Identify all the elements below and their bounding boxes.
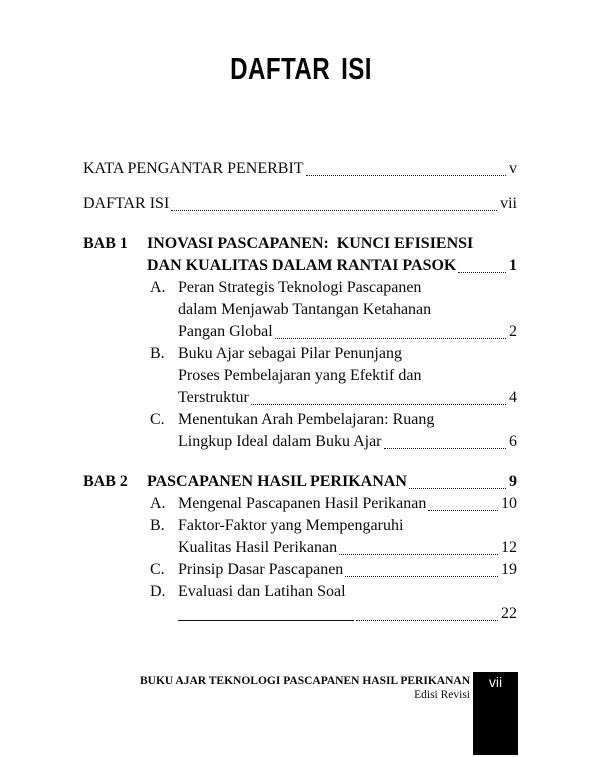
dotted-leader xyxy=(306,175,506,176)
item-letter: C. xyxy=(150,561,165,578)
item-text: Menentukan Arah Pembelajaran: Ruang xyxy=(178,411,435,428)
page-title: DAFTAR ISI xyxy=(230,51,372,86)
toc-item-row xyxy=(83,343,517,365)
toc-item-row xyxy=(83,493,517,515)
page-number: 9 xyxy=(509,473,517,490)
toc-item-row xyxy=(83,277,517,299)
page-number: 2 xyxy=(509,323,517,340)
toc-item-row xyxy=(83,559,517,581)
toc-item-row xyxy=(83,537,517,559)
blank-underline xyxy=(178,620,354,621)
toc-entry-label: KATA PENGANTAR PENERBIT xyxy=(83,160,304,177)
dotted-leader xyxy=(409,488,506,489)
item-letter: B. xyxy=(150,517,165,534)
item-text: Buku Ajar sebagai Pilar Penunjang xyxy=(178,345,402,362)
footer xyxy=(140,674,470,702)
item-text: Proses Pembelajaran yang Efektif dan xyxy=(178,367,422,384)
chapter-label: BAB 2 xyxy=(83,473,128,490)
toc-item-row xyxy=(83,387,517,409)
toc-item-row xyxy=(83,431,517,453)
folio-number: vii xyxy=(488,674,503,690)
toc-item-row xyxy=(83,581,517,603)
dotted-leader xyxy=(275,338,506,339)
toc-item-row xyxy=(83,515,517,537)
dotted-leader xyxy=(356,620,498,621)
item-text: dalam Menjawab Tantangan Ketahanan xyxy=(178,301,432,318)
chapter-title-row xyxy=(83,471,517,493)
item-letter: C. xyxy=(150,411,165,428)
item-text: Peran Strategis Teknologi Pascapanen xyxy=(178,279,422,296)
item-letter: B. xyxy=(150,345,165,362)
page-number: 19 xyxy=(501,561,517,578)
toc-item-row xyxy=(83,365,517,387)
item-text: Pangan Global xyxy=(178,323,273,340)
folio-box xyxy=(473,672,518,755)
chapter-title-line: INOVASI PASCAPANEN: KUNCI EFISIENSI xyxy=(147,235,474,252)
item-text: Lingkup Ideal dalam Buku Ajar xyxy=(178,433,382,450)
table-of-contents xyxy=(83,158,517,625)
item-letter: A. xyxy=(150,279,166,296)
footer-book-title: BUKU AJAR TEKNOLOGI PASCAPANEN HASIL PERIKANAN xyxy=(139,675,470,687)
page-number: 10 xyxy=(501,495,517,512)
page-number: v xyxy=(509,160,517,177)
item-letter: A. xyxy=(150,495,166,512)
footer-edition: Edisi Revisi xyxy=(414,689,470,701)
page-number: vii xyxy=(500,195,517,212)
chapter-title-line: PASCAPANEN HASIL PERIKANAN xyxy=(147,473,407,490)
item-text: Faktor-Faktor yang Mempengaruhi xyxy=(178,517,404,534)
toc-entry-label: DAFTAR ISI xyxy=(83,195,170,212)
item-text: Terstruktur xyxy=(178,389,249,406)
dotted-leader xyxy=(171,210,497,211)
dotted-leader xyxy=(251,404,506,405)
toc-entry-front-matter xyxy=(83,193,517,215)
toc-item-row xyxy=(83,321,517,343)
page-number: 4 xyxy=(509,389,517,406)
page-number: 6 xyxy=(509,433,517,450)
item-text: Evaluasi dan Latihan Soal xyxy=(178,583,346,600)
item-text: Prinsip Dasar Pascapanen xyxy=(178,561,344,578)
dotted-leader xyxy=(428,510,498,511)
item-text: Kualitas Hasil Perikanan xyxy=(178,539,338,556)
item-text: Mengenal Pascapanen Hasil Perikanan xyxy=(178,495,427,512)
toc-entry-front-matter xyxy=(83,158,517,180)
toc-item-row xyxy=(83,409,517,431)
dotted-leader xyxy=(458,272,506,273)
toc-item-row xyxy=(83,299,517,321)
toc-chapter xyxy=(83,471,517,625)
dotted-leader xyxy=(345,576,498,577)
toc-chapter xyxy=(83,233,517,453)
chapter-title-row xyxy=(83,233,517,255)
chapter-title-row xyxy=(83,255,517,277)
toc-item-row xyxy=(83,603,517,625)
dotted-leader xyxy=(384,448,506,449)
chapter-label: BAB 1 xyxy=(83,235,128,252)
page-number: 12 xyxy=(501,539,517,556)
dotted-leader xyxy=(339,554,498,555)
page-number: 1 xyxy=(509,257,517,274)
item-letter: D. xyxy=(150,583,166,600)
page-number: 22 xyxy=(501,605,517,622)
chapter-title-line: DAN KUALITAS DALAM RANTAI PASOK xyxy=(147,257,457,274)
